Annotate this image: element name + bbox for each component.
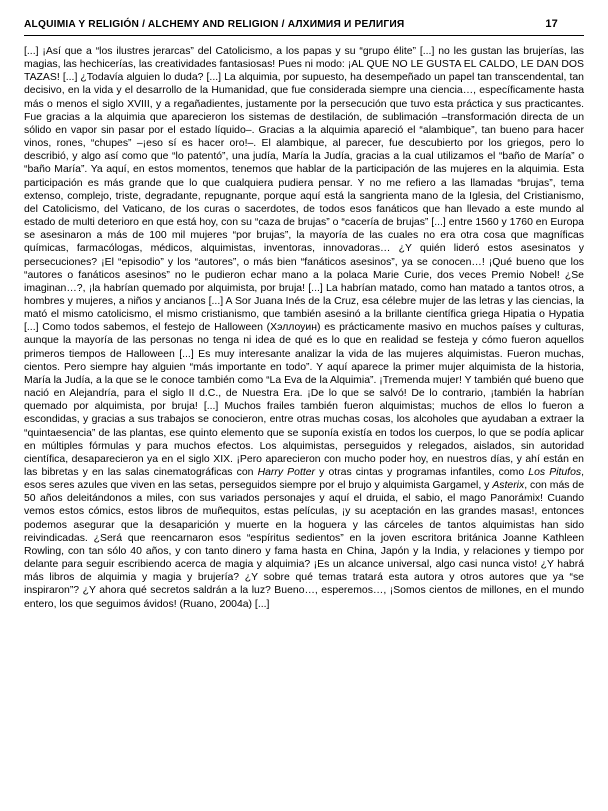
page-number: 17 xyxy=(545,18,558,30)
main-paragraph: [...] ¡Así que a “los ilustres jerarcas” del Catolicismo, a los papas y su “grupo élite” [...] no les gustan las brujerías, las magias, las hechicerías, las creatividades fantasiosas! Pues ni modo: ¡AL QUE NO LE GUSTA EL CALDO, LE DAN DOS TAZAS! [...] ¿Todavía alguien lo duda? [...] La alquimia, por supuesto, ha desempeñado un papel tan transcendental, tan decisivo, en la vida y el desarrollo de la Humanidad, que fue considerada siempre una ciencia…, específicamente hasta más o menos el siglo XVIII, y a regañadientes, justamente por la persecución que tuvo esta práctica y sus practicantes. Fue gracias a la alquimia que aparecieron los sistemas de destilación, de sublimación –transformación directa de un sólido en vapor sin pasar por el estado líquido–. Gracias a la alquimia apareció el “alambique”, tan bueno para hacer vinos, rones, “chupes” –¡eso sí es hacer oro!–. El alambique, al parecer, fue descubierto por los griegos, pero lo describió, y algo así como que “lo patentó”, una judía, María la Judía, gracias a la cual utilizamos el “baño de María” o “baño María”. Ya aquí, en estos momentos, tenemos que hablar de la participación de las mujeres en la alquimia. Esta participación es más grande que lo que cualquiera pudiera pensar. Y no me refiero a las llamadas “brujas”, tema extenso, complejo, triste, degradante, repugnante, porque aquí está la sangrienta mano de la Iglesia, del Cristianismo, del Catolicismo, del Vaticano, de los curas o sacerdotes, de todos esos fanáticos que han llevado a este mundo al estado de multi deterioro en que está hoy, con su “caza de brujas” o “cacería de brujas” [...] entre 1560 y 1760 en Europa se asesinaron a más de 100 mil mujeres “por brujas”, la mayoría de las cuales no era otra cosa que magníficas químicas, farmacólogas, médicos, alquimistas, inventoras, innovadoras… ¿Y quién lideró estos asesinatos y persecuciones? ¡El “episodio” y los “autores”, o más bien “fanáticos asesinos”, ya se conocen…! ¡Qué bueno que los “autores o fanáticos asesinos” no le pudieron echar mano a la polaca Marie Curie, dos veces Premio Nobel! ¿Se imaginan…?, ¡la habrían quemado por alquimista, por bruja! [...] La habrían matado, como han matado a tantos otros, a hombres y mujeres, a niños y ancianos [...] A Sor Juana Inés de la Cruz, esa célebre mujer de las letras y las ciencias, la mató el mismo catolicismo, el mismo cristianismo, que también asesinó a la brillante científica griega Hipatia o Hypatia [...] Como todos sabemos, el festejo de Halloween (Хэллоуин) es prácticamente masivo en muchos países y culturas, aunque la mayoría de las personas no tenga ni idea de qué es lo que en realidad se festeja y cómo fueron aquellos primeros tiempos de Halloween [...] Es muy interesante analizar la vida de las mujeres alquimistas. Fueron muchas, cientos. Pero siempre hay alguien “más importante en todo”. Y aquí aparece la primer mujer alquimista de la historia, María la Judía, a la que se le conoce también como “La Eva de la Alquimia”. ¡Tremenda mujer! Y también qué bueno que nació en Alejandría, para el siglo II d.C., de Nuestra Era. ¡De lo que se salvó! De lo contrario, ¡también la habrían quemado por alquimista, por bruja! [...] Muchos frailes también fueron alquimistas; muchos de ellos lo fueron a escondidas, y gracias a sus trabajos se conocieron, entre otras muchas cosas, los alcoholes que ayudaban a extraer la “quintaesencia” de las plantas, ese quinto elemento que se suponía existía en todos los cuerpos, lo que se podía aplicar en múltiples fórmulas y para muchos efectos. Los alquimistas, perseguidos y relegados, aislados, sin autoridad científica, desaparecieron ya en el siglo XIX. ¡Pero aparecieron con mucho poder hoy, en nuestros días, y ahí están en las bibretas y en las salas cinematográficas con Harry Potter y otras cintas y programas infantiles, como Los Pitufos, esos seres azules que viven en las setas, perseguidos siempre por el brujo y alquimista Gargamel, y Asterix, con más de 50 años deleitándonos a miles, con sus variados personajes y aquí el druida, el sabio, el mago Panorámix! Cuando vemos estos cómics, estos libros de muñequitos, estas películas, ¡y su aceptación en las grandes masas!, entonces podemos asegurar que la desaparición y muerte en la hoguera y las cárceles de tantos alquimistas han sido reivindicadas. ¿Será que reencarnaron esos “espíritus sedientos” en la joven escritora británica Joanne Kathleen Rowling, con tan sólo 40 años, y con tanto dinero y fama hasta en China, Japón y la India, y relaciones y tiempo por delante para seguir escribiendo acerca de magia y alquimia? ¡Es un alcance universal, algo casi nunca visto! ¿Y habrá más libros de alquimia y magia y brujería? ¿Y sobre qué temas tratará esta autora y otros autores que ya “se inspiraron”? ¿Y ahora qué secretos saldrán a la luz? Bueno…, esperemos…, ¡Somos cientos de millones, en el mundo entero, los que seguimos ávidos! (Ruano, 2004a) [...] xyxy=(24,46,585,610)
header-divider xyxy=(24,35,584,36)
body-text xyxy=(24,45,584,611)
header-title: ALQUIMIA Y RELIGIÓN / ALCHEMY AND RELIGION / АЛХИМИЯ И РЕЛИГИЯ xyxy=(24,19,405,30)
page-header xyxy=(24,18,584,30)
